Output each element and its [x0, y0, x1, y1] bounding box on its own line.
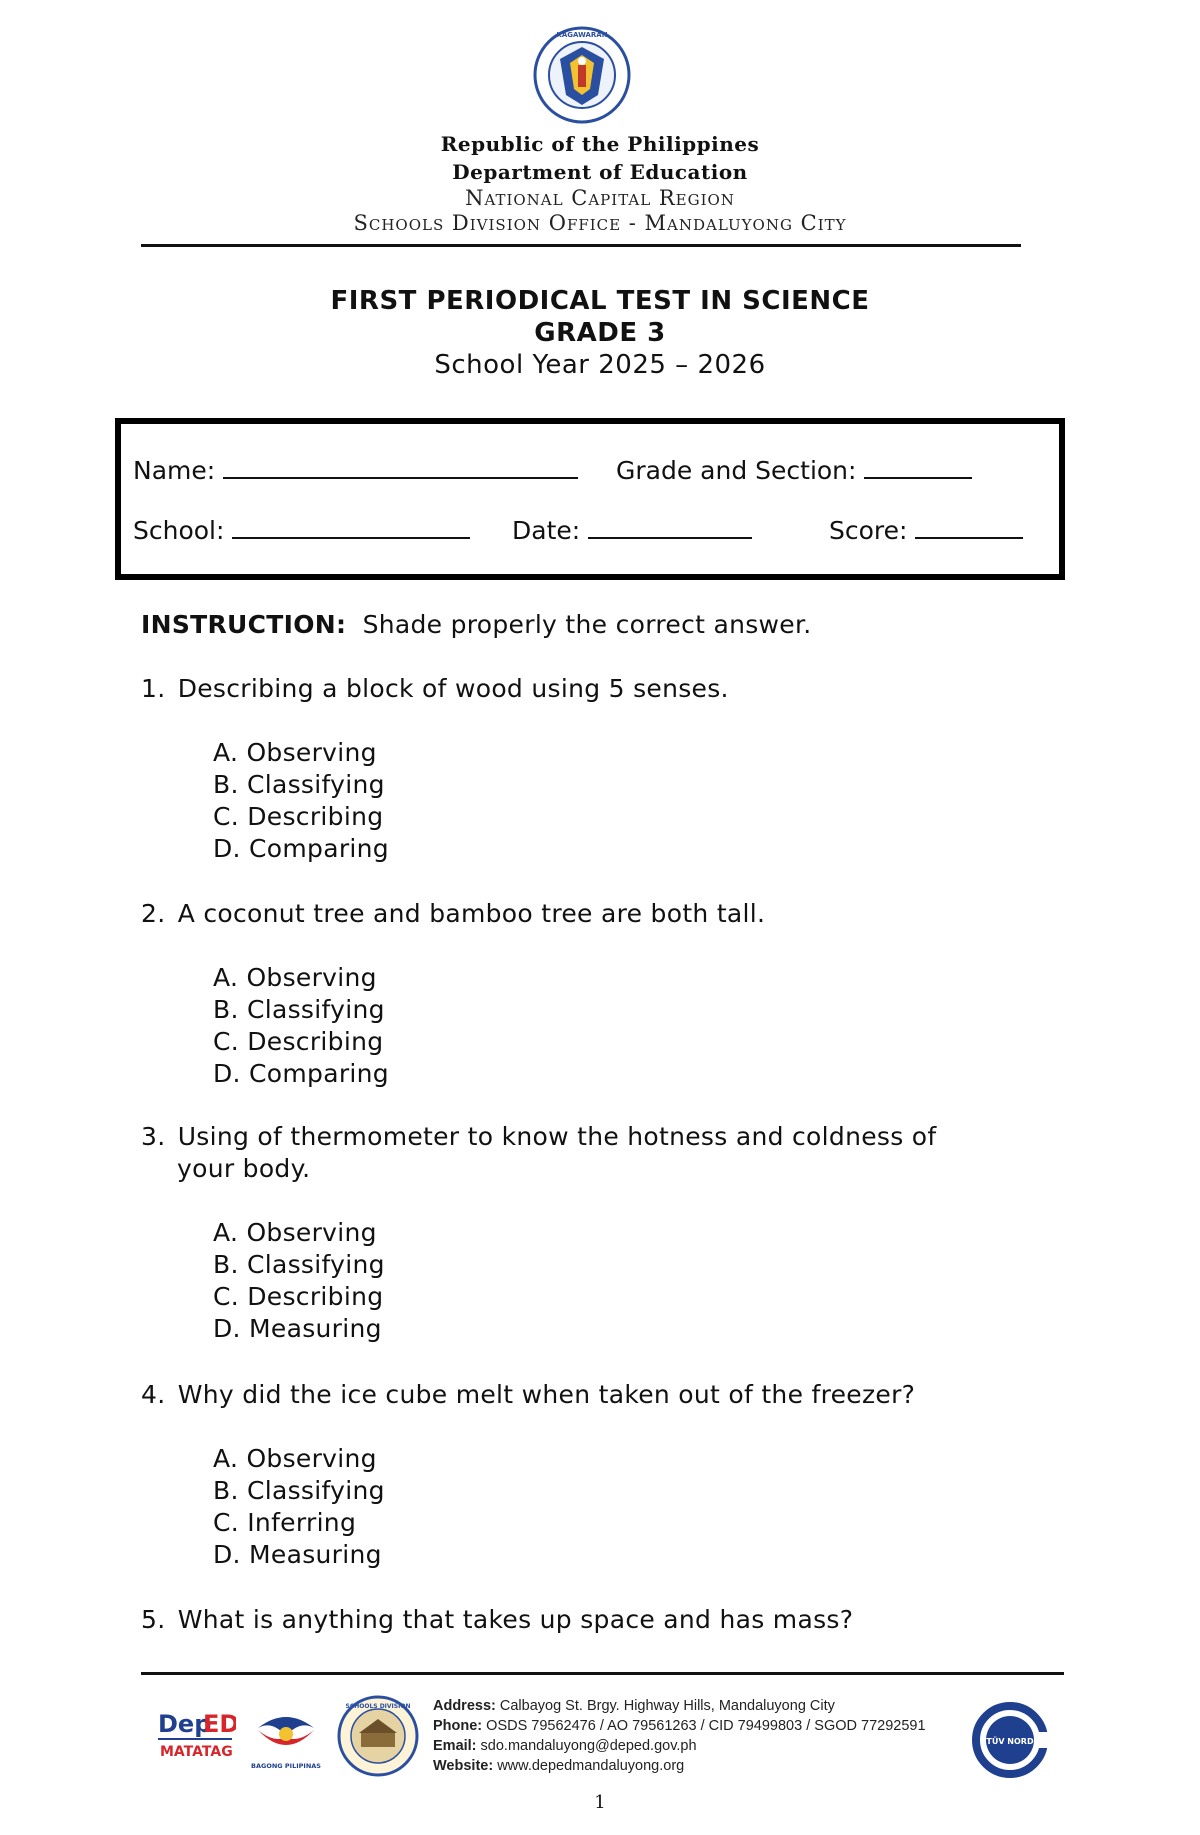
phone-label: Phone:	[433, 1718, 483, 1734]
question-number: 2.	[141, 899, 166, 928]
test-title: FIRST PERIODICAL TEST IN SCIENCE	[330, 286, 870, 316]
name-label: Name:	[133, 456, 216, 485]
question-3-continued: your body.	[177, 1154, 311, 1183]
q1-option-a[interactable]: A. Observing	[213, 738, 377, 767]
question-text: A coconut tree and bamboo tree are both tall.	[177, 899, 766, 928]
tuv-nord-certification-logo	[972, 1702, 1048, 1778]
svg-text:SCHOOLS DIVISION: SCHOOLS DIVISION	[345, 1703, 411, 1710]
header-rule	[141, 244, 1021, 247]
page-number: 1	[594, 1792, 606, 1813]
footer-phone	[433, 1718, 926, 1734]
header-republic: Republic of the Philippines	[440, 132, 760, 156]
q4-option-d[interactable]: D. Measuring	[213, 1540, 382, 1569]
school-blank[interactable]	[232, 535, 470, 539]
score-label: Score:	[829, 516, 908, 545]
footer-email	[433, 1738, 697, 1754]
grade-section-blank[interactable]	[864, 475, 972, 479]
q1-option-c[interactable]: C. Describing	[213, 802, 384, 831]
question-text: What is anything that takes up space and has mass?	[177, 1605, 854, 1634]
svg-text:TÜV NORD: TÜV NORD	[986, 1737, 1034, 1746]
website-label: Website:	[433, 1758, 494, 1774]
date-label: Date:	[512, 516, 581, 545]
question-5	[141, 1605, 853, 1634]
q3-option-d[interactable]: D. Measuring	[213, 1314, 382, 1343]
svg-text:MATATAG: MATATAG	[160, 1744, 233, 1760]
date-field[interactable]	[512, 516, 752, 545]
q3-option-b[interactable]: B. Classifying	[213, 1250, 385, 1279]
date-blank[interactable]	[588, 535, 752, 539]
q1-option-d[interactable]: D. Comparing	[213, 834, 389, 863]
name-field[interactable]	[133, 456, 578, 485]
svg-text:BAGONG PILIPINAS: BAGONG PILIPINAS	[251, 1762, 321, 1770]
question-1	[141, 674, 729, 703]
footer-address	[433, 1698, 835, 1714]
question-2	[141, 899, 765, 928]
q4-option-c[interactable]: C. Inferring	[213, 1508, 357, 1537]
header-region: National Capital Region	[465, 186, 735, 210]
question-text: Describing a block of wood using 5 senses.	[177, 674, 729, 703]
score-field[interactable]	[829, 516, 1023, 545]
question-number: 1.	[141, 674, 166, 703]
svg-text:ED: ED	[203, 1710, 236, 1738]
instruction-label: INSTRUCTION:	[141, 610, 347, 639]
q1-option-b[interactable]: B. Classifying	[213, 770, 385, 799]
question-number: 3.	[141, 1122, 166, 1151]
grade-title: GRADE 3	[534, 318, 666, 348]
grade-section-field[interactable]	[616, 456, 972, 485]
email-label: Email:	[433, 1738, 477, 1754]
score-blank[interactable]	[915, 535, 1023, 539]
phone-value: OSDS 79562476 / AO 79561263 / CID 79499803 / SGOD 77292591	[486, 1718, 926, 1734]
question-number: 4.	[141, 1380, 166, 1409]
address-label: Address:	[433, 1698, 496, 1714]
question-4	[141, 1380, 915, 1409]
q3-option-a[interactable]: A. Observing	[213, 1218, 377, 1247]
question-text: Using of thermometer to know the hotness and coldness of	[177, 1122, 937, 1151]
q4-option-a[interactable]: A. Observing	[213, 1444, 377, 1473]
question-3	[141, 1122, 936, 1151]
q4-option-b[interactable]: B. Classifying	[213, 1476, 385, 1505]
instruction	[141, 610, 812, 639]
svg-text:Dep: Dep	[158, 1710, 212, 1738]
grade-section-label: Grade and Section:	[616, 456, 857, 485]
q2-option-a[interactable]: A. Observing	[213, 963, 377, 992]
name-blank[interactable]	[223, 475, 578, 479]
q2-option-d[interactable]: D. Comparing	[213, 1059, 389, 1088]
instruction-text: Shade properly the correct answer.	[362, 610, 812, 639]
header-division: Schools Division Office - Mandaluyong City	[353, 211, 847, 235]
footer-rule	[141, 1672, 1064, 1675]
address-value: Calbayog St. Brgy. Highway Hills, Mandaluyong City	[499, 1698, 835, 1714]
header-department: Department of Education	[452, 160, 748, 184]
q2-option-b[interactable]: B. Classifying	[213, 995, 385, 1024]
sdo-mandaluyong-seal	[337, 1695, 419, 1777]
question-text: Why did the ice cube melt when taken out of the freezer?	[177, 1380, 916, 1409]
website-value: www.depedmandaluyong.org	[497, 1758, 685, 1774]
email-value: sdo.mandaluyong@deped.gov.ph	[480, 1738, 697, 1754]
bagong-pilipinas-logo	[250, 1700, 322, 1772]
q2-option-c[interactable]: C. Describing	[213, 1027, 384, 1056]
student-info-box	[115, 418, 1065, 580]
school-year: School Year 2025 – 2026	[434, 350, 766, 380]
question-number: 5.	[141, 1605, 166, 1634]
deped-matatag-logo	[156, 1700, 236, 1770]
q3-option-c[interactable]: C. Describing	[213, 1282, 384, 1311]
deped-seal	[532, 25, 632, 125]
school-field[interactable]	[133, 516, 470, 545]
footer-website	[433, 1758, 684, 1774]
svg-text:KAGAWARAN: KAGAWARAN	[556, 31, 608, 39]
school-label: School:	[133, 516, 225, 545]
